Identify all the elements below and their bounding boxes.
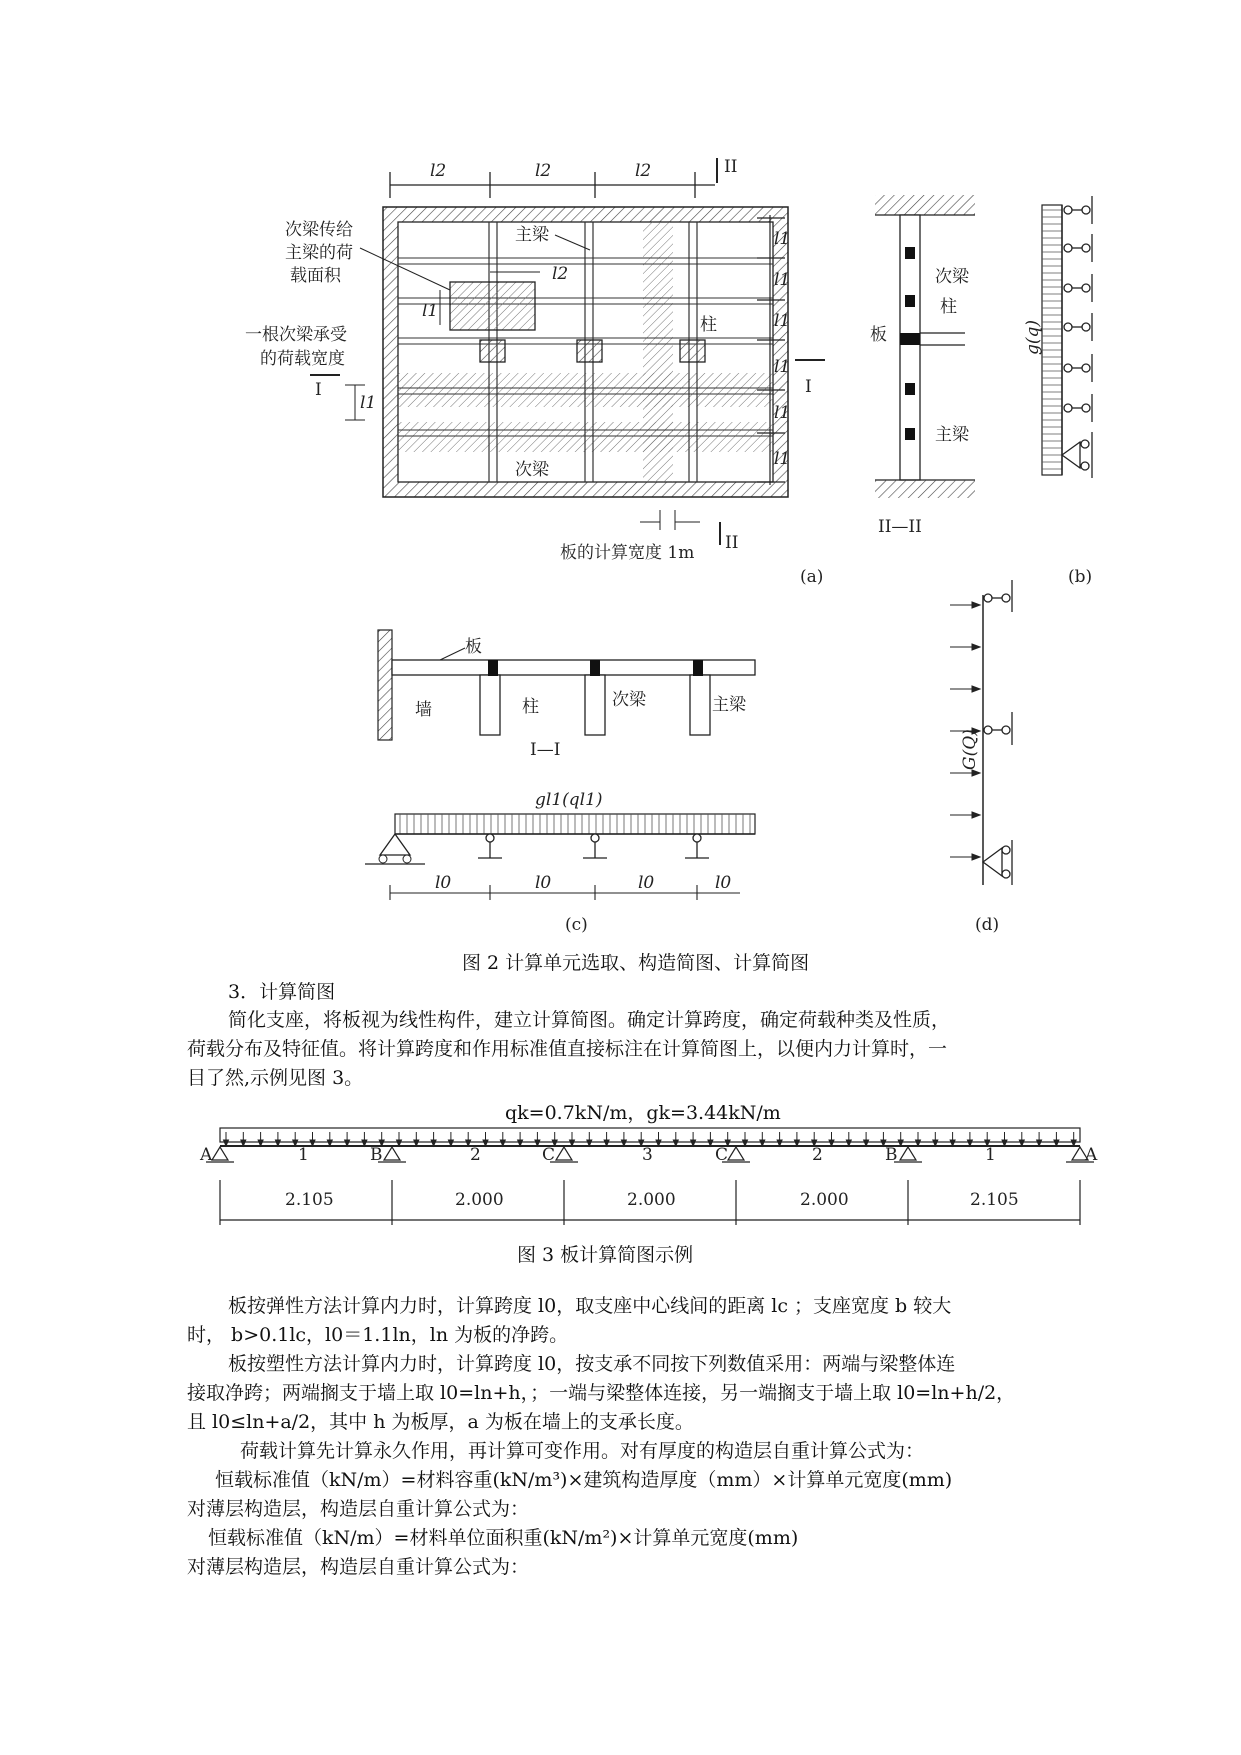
label-load-width-1: 一根次梁承受 <box>245 325 347 345</box>
support-triangle <box>728 1147 744 1160</box>
i-label-secondary-beam: 次梁 <box>612 690 646 710</box>
i-label-main-beam: 主梁 <box>712 695 746 715</box>
pin-support <box>1082 244 1090 252</box>
f3-span-3: 3 <box>642 1145 653 1165</box>
label-load-area-1: 次梁传给 <box>285 220 353 240</box>
row-label-l1-2: l1 <box>774 270 791 290</box>
pin-support <box>1082 284 1090 292</box>
section-ii-title: II—II <box>878 517 922 537</box>
ii-label-slab: 板 <box>870 325 887 345</box>
pin-support <box>1064 364 1072 372</box>
panel-c <box>365 790 755 935</box>
ii-label-secondary-beam: 次梁 <box>935 267 969 287</box>
panel-d <box>950 580 1012 935</box>
i-label-slab: 板 <box>465 637 482 657</box>
formula-1: 恒载标准值（kN/m）=材料容重(kN/m³)×建筑构造厚度（mm）×计算单元宽度(mm) <box>215 1469 953 1491</box>
section-mark-i-right: I <box>805 377 812 397</box>
support-triangle <box>556 1147 572 1160</box>
figure-3 <box>0 1120 1241 1230</box>
span-label-l2-3: l2 <box>635 161 652 181</box>
f3-span-5: 1 <box>985 1145 996 1165</box>
panel-b <box>1023 196 1092 587</box>
f3-span-2: 2 <box>470 1145 481 1165</box>
row-label-l1-6: l1 <box>774 449 791 469</box>
support-triangle <box>384 1147 400 1160</box>
label-load-width-2: 的荷载宽度 <box>260 349 345 369</box>
section-i-title: I—I <box>530 740 561 760</box>
label-load-area-3: 载面积 <box>290 266 341 286</box>
i-label-wall: 墙 <box>415 700 432 720</box>
paragraph-1-line-1: 简化支座，将板视为线性构件，建立计算简图。确定计算跨度，确定荷载种类及性质， <box>228 1009 951 1031</box>
panel-label-b: (b) <box>1068 567 1093 587</box>
section-ii-ii <box>870 195 975 537</box>
paragraph-1-line-2: 荷载分布及特征值。将计算跨度和作用标准值直接标注在计算简图上，以便内力计算时，一 <box>187 1038 948 1060</box>
c-span-l0-1: l0 <box>435 873 452 893</box>
pin-support <box>1082 404 1090 412</box>
formula-2: 恒载标准值（kN/m）=材料单位面积重(kN/m²)×计算单元宽度(mm) <box>208 1527 799 1549</box>
label-G-Q: G(Q) <box>960 729 980 770</box>
row-label-l1-3: l1 <box>774 311 791 331</box>
paragraph-2-line-1: 板按弹性方法计算内力时，计算跨度 l0，取支座中心线间的距离 lc ；支座宽度 b 较大 <box>228 1295 952 1317</box>
pin-support <box>1064 206 1072 214</box>
panel-label-d: (d) <box>975 915 1000 935</box>
pin-support <box>1082 364 1090 372</box>
span-label-l2-1: l2 <box>430 161 447 181</box>
f3-support-B-right: B <box>885 1145 898 1165</box>
f3-length-5: 2.105 <box>970 1190 1019 1210</box>
pin-support <box>1064 404 1072 412</box>
f3-support-C-left: C <box>542 1145 556 1165</box>
label-gl1-ql1: gl1(ql1) <box>535 790 603 810</box>
row-label-l1-5: l1 <box>774 403 791 423</box>
panel-label-c: (c) <box>565 915 588 935</box>
pin-support <box>1081 440 1089 448</box>
label-column: 柱 <box>700 315 717 335</box>
load-arrowhead <box>972 644 980 650</box>
load-arrowhead <box>972 854 980 860</box>
label-load-area-2: 主梁的荷 <box>285 243 353 263</box>
paragraph-6: 对薄层构造层，构造层自重计算公式为： <box>187 1556 530 1578</box>
f3-support-B-left: B <box>370 1145 383 1165</box>
paragraph-3-line-1: 板按塑性方法计算内力时，计算跨度 l0，按支承不同按下列数值采用：两端与梁整体连 <box>228 1353 956 1375</box>
f3-length-1: 2.105 <box>285 1190 334 1210</box>
f3-span-1: 1 <box>298 1145 309 1165</box>
figure-3-caption: 图 3 板计算简图示例 <box>517 1244 694 1266</box>
support-triangle <box>212 1147 228 1160</box>
paragraph-3-line-3: 且 l0≤ln+a/2，其中 h 为板厚，a 为板在墙上的支承长度。 <box>187 1411 694 1433</box>
figure-3-load-label: qk=0.7kN/m，gk=3.44kN/m <box>505 1102 781 1124</box>
paragraph-1-line-3: 目了然,示例见图 3。 <box>187 1067 364 1089</box>
c-span-l0-2: l0 <box>535 873 552 893</box>
label-slab-width: 板的计算宽度 1m <box>560 543 695 563</box>
section-mark-i-left: I <box>315 380 322 400</box>
ii-label-main-beam: 主梁 <box>935 425 969 445</box>
label-g-q: g(q) <box>1023 319 1043 355</box>
c-span-l0-3: l0 <box>638 873 655 893</box>
span-label-l2-2: l2 <box>535 161 552 181</box>
load-arrowhead <box>972 686 980 692</box>
section-i-i <box>378 630 755 760</box>
f3-support-A-right: A <box>1085 1145 1098 1165</box>
section-mark-ii-bottom: II <box>725 533 739 553</box>
section-mark-ii-top: II <box>724 157 738 177</box>
ii-label-column: 柱 <box>940 297 957 317</box>
label-l1-left: l1 <box>360 393 377 413</box>
paragraph-2-line-2: 时， b>0.1lc，l0＝1.1ln，ln 为板的净跨。 <box>187 1324 569 1346</box>
f3-support-C-right: C <box>715 1145 729 1165</box>
panel-label-a: (a) <box>800 567 824 587</box>
pin-support <box>1081 462 1089 470</box>
i-label-column: 柱 <box>522 697 539 717</box>
support-triangle <box>900 1147 916 1160</box>
label-l2-inner: l2 <box>552 264 569 284</box>
label-secondary-beam: 次梁 <box>515 460 549 480</box>
label-main-beam: 主梁 <box>515 225 549 245</box>
c-span-l0-4: l0 <box>715 873 732 893</box>
f3-span-4: 2 <box>812 1145 823 1165</box>
load-arrowhead <box>972 602 980 608</box>
paragraph-3-line-2: 接取净跨；两端搁支于墙上取 l0=ln+h，；一端与梁整体连接，另一端搁支于墙上取 l0=ln+h/2， <box>187 1382 1016 1404</box>
pin-support <box>1082 323 1090 331</box>
row-label-l1-4: l1 <box>774 357 791 377</box>
pin-support <box>1064 323 1072 331</box>
pin-support <box>1082 206 1090 214</box>
fixed-support <box>1062 442 1080 468</box>
figure-2-caption: 图 2 计算单元选取、构造简图、计算简图 <box>462 952 810 974</box>
paragraph-4: 荷载计算先计算永久作用，再计算可变作用。对有厚度的构造层自重计算公式为： <box>240 1440 925 1462</box>
f3-support-A-left: A <box>200 1145 213 1165</box>
load-arrowhead <box>972 812 980 818</box>
f3-length-2: 2.000 <box>455 1190 504 1210</box>
panel-a-plan <box>245 157 825 587</box>
pin-support <box>1064 284 1072 292</box>
f3-length-3: 2.000 <box>627 1190 676 1210</box>
row-label-l1-1: l1 <box>774 229 791 249</box>
paragraph-5: 对薄层构造层，构造层自重计算公式为： <box>187 1498 530 1520</box>
section-heading: 3．计算简图 <box>228 981 336 1003</box>
f3-length-4: 2.000 <box>800 1190 849 1210</box>
label-l1-inner: l1 <box>422 301 439 321</box>
pin-support <box>1064 244 1072 252</box>
